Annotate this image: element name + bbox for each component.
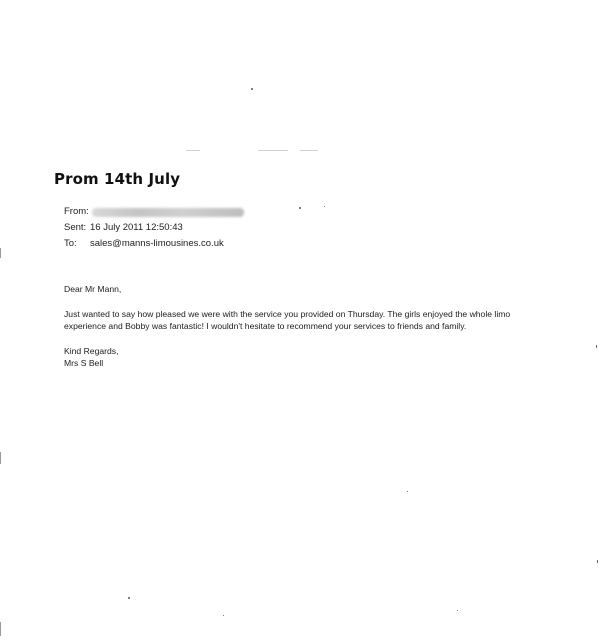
scan-speck <box>596 345 597 348</box>
scan-speck <box>299 207 301 209</box>
scan-edge-mark <box>0 452 1 464</box>
scan-edge-mark <box>0 248 1 258</box>
scan-speck <box>251 88 253 90</box>
to-value: sales@manns-limousines.co.uk <box>90 238 224 249</box>
scan-speck <box>223 615 224 616</box>
closing: Kind Regards, <box>64 346 119 356</box>
to-row <box>64 236 244 252</box>
message-paragraph: Just wanted to say how pleased we were with the service you provided on Thursday. The girls enjoyed the whole limo experience and Bobby was fantastic! I wouldn't hesitate to recommend your services to friends and family. <box>64 309 511 331</box>
sent-row <box>64 220 244 236</box>
from-label: From: <box>64 206 89 217</box>
signature: Mrs S Bell <box>64 358 104 368</box>
sent-value: 16 July 2011 12:50:43 <box>90 222 183 233</box>
email-subject: Prom 14th July <box>54 170 181 188</box>
scan-speck <box>457 610 458 611</box>
scan-speck <box>407 491 408 492</box>
scan-artifact-line <box>186 150 200 151</box>
email-headers <box>64 204 244 252</box>
scan-artifact-line <box>258 150 288 151</box>
scan-speck <box>128 597 130 599</box>
scan-artifact-line <box>300 150 318 151</box>
redacted-sender <box>92 208 244 217</box>
scan-speck <box>597 560 598 563</box>
email-body <box>64 283 534 369</box>
scan-speck <box>324 206 325 207</box>
from-row <box>64 204 244 220</box>
sent-label: Sent: <box>64 222 87 233</box>
greeting: Dear Mr Mann, <box>64 284 122 294</box>
to-label: To: <box>64 238 77 249</box>
scan-edge-mark <box>0 622 1 636</box>
